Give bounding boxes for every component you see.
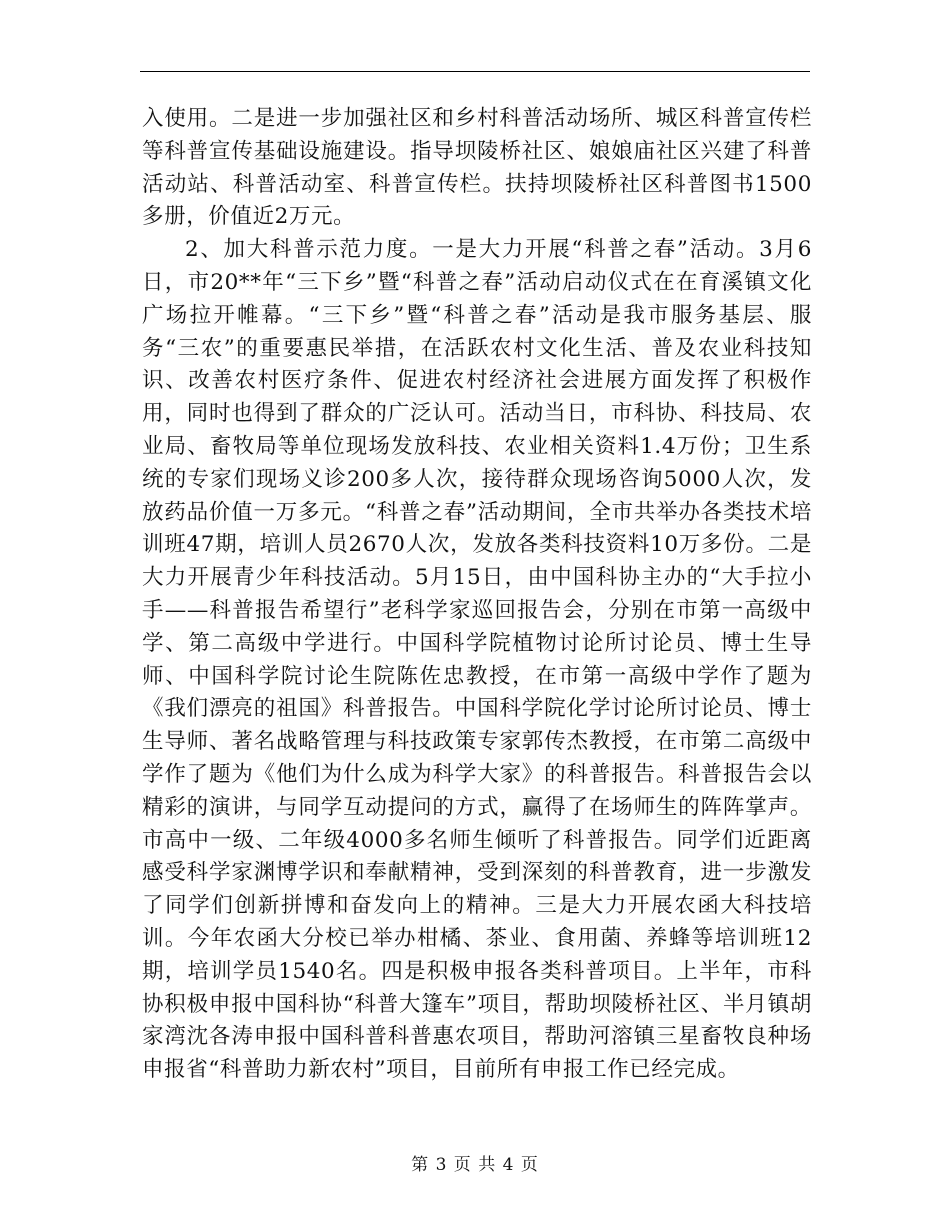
page-number-footer: 第 3 页 共 4 页 (411, 1155, 539, 1175)
header-divider (140, 71, 810, 72)
document-body (142, 103, 812, 1087)
paragraph-continuation: 入使用。二是进一步加强社区和乡村科普活动场所、城区科普宣传栏等科普宣传基础设施建设。指导坝陵桥社区、娘娘庙社区兴建了科普活动站、科普活动室、科普宣传栏。扶持坝陵桥社区科普图书1500多册，价值近2万元。 (142, 106, 812, 230)
paragraph-science-demonstration: 2、加大科普示范力度。一是大力开展“科普之春”活动。3月6日，市20**年“三下乡”暨“科普之春”活动启动仪式在在育溪镇文化广场拉开帷幕。“三下乡”暨“科普之春”活动是我市服务基层、服务“三农”的重要惠民举措，在活跃农村文化生活、普及农业科技知识、改善农村医疗条件、促进农村经济社会进展方面发挥了积极作用，同时也得到了群众的广泛认可。活动当日，市科协、科技局、农业局、畜牧局等单位现场发放科技、农业相关资料1.4万份；卫生系统的专家们现场义诊200多人次，接待群众现场咨询5000人次，发放药品价值一万多元。“科普之春”活动期间，全市共举办各类技术培训班47期，培训人员2670人次，发放各类科技资料10万多份。二是大力开展青少年科技活动。5月15日，由中国科协主办的“大手拉小手——科普报告希望行”老科学家巡回报告会，分别在市第一高级中学、第二高级中学进行。中国科学院植物讨论所讨论员、博士生导师、中国科学院讨论生院陈佐忠教授，在市第一高级中学作了题为《我们漂亮的祖国》科普报告。中国科学院化学讨论所讨论员、博士生导师、著名战略管理与科技政策专家郭传杰教授，在市第二高级中学作了题为《他们为什么成为科学大家》的科普报告。科普报告会以精彩的演讲，与同学互动提问的方式，赢得了在场师生的阵阵掌声。市高中一级、二年级4000多名师生倾听了科普报告。同学们近距离感受科学家渊博学识和奉献精神，受到深刻的科普教育，进一步激发了同学们创新拼博和奋发向上的精神。三是大力开展农函大科技培训。今年农函大分校已举办柑橘、茶业、食用菌、养蜂等培训班12期，培训学员1540名。四是积极申报各类科普项目。上半年，市科协积极申报中国科协“科普大篷车”项目，帮助坝陵桥社区、半月镇胡家湾沈各涛申报中国科普科普惠农项目，帮助河溶镇三星畜牧良种场申报省“科普助力新农村”项目，目前所有申报工作已经完成。 (142, 237, 812, 1083)
